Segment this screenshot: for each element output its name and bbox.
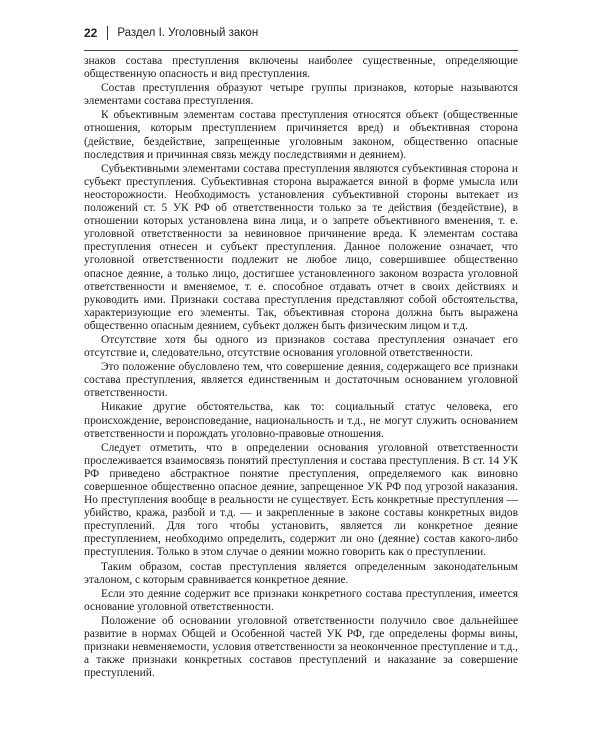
body-text <box>84 55 518 681</box>
page-number: 22 <box>84 26 98 40</box>
header-rule <box>84 50 518 51</box>
section-title: Раздел I. Уголовный закон <box>117 27 259 39</box>
paragraph: Если это деяние содержит все признаки конкретного состава преступления, имеется основание уголовной ответственности. <box>84 587 518 613</box>
paragraph: знаков состава преступления включены наиболее существенные, определяющие общественную опасность и вид преступления. <box>84 55 518 81</box>
paragraph: Состав преступления образуют четыре группы признаков, которые называются элементами состава преступления. <box>84 82 518 108</box>
paragraph: Отсутствие хотя бы одного из признаков состава преступления означает его отсутствие и, следовательно, отсутствие основания уголовной ответственности. <box>84 333 518 360</box>
paragraph: Это положение обусловлено тем, что совершение деяния, содержащего все признаки состава преступления, является единственным и достаточным основанием уголовной ответственности. <box>84 361 518 400</box>
paragraph: Субъективными элементами состава преступления являются субъективная сторона и субъект преступления. Субъективная сторона выражается виной в форме умысла или неосторожности. Необходимость установления субъективной стороны вытекает из положений ст. 5 УК РФ об ответственности только за те действия (бездействие), в отношении которых установлена вина лица, и о запрете объективного вменения, т. е. уголовной ответственности за невиновное причинение вреда. К элементам состава преступления отнесен и субъект преступления. Данное положение означает, что уголовной ответственности подлежит не любое лицо, совершившее общественно опасное деяние, а только лицо, достигшее установленного законом возраста уголовной ответственности и вменяемое, т. е. способное отдавать отчет в своих действиях и руководить ими. Признаки состава преступления представляют собой обстоятельства, характеризующие его элементы. Так, объективная сторона должна быть выражена общественно опасным деянием, субъект должен быть физическим лицом и т.д. <box>84 162 518 332</box>
header-separator <box>107 26 108 40</box>
paragraph: Таким образом, состав преступления является определенным законодательным эталоном, с которым сравнивается конкретное деяние. <box>84 560 518 586</box>
running-head <box>84 22 258 44</box>
paragraph: Следует отметить, что в определении основания уголовной ответственности прослеживается взаимосвязь понятий преступления и состава преступления. В ст. 14 УК РФ приведено абстрактное понятие преступления, определяемого как виновно совершенное общественно опасное деяние, запрещенное УК РФ под угрозой наказания. Но преступления вообще в реальности не существует. Есть конкретные преступления — убийство, кража, разбой и т.д. — и закрепленные в законе составы конкретных видов преступлений. Для того чтобы установить, является ли конкретное деяние преступлением, необходимо определить, содержит ли оно (деяние) состав какого-либо преступления. Только в этом случае о деянии можно говорить как о преступлении. <box>84 441 518 559</box>
paragraph: К объективным элементам состава преступления относятся объект (общественные отношения, которым преступлением причиняется вред) и объективная сторона (действие, бездействие, запрещенные уголовным законом, общественно опасные последствия и причинная связь между последствиями и деянием). <box>84 109 518 161</box>
paragraph: Никакие другие обстоятельства, как то: социальный статус человека, его происхождение, вероисповедание, национальность и т.д., не могут служить основанием ответственности и порождать уголовно-правовые отношения. <box>84 401 518 440</box>
paragraph: Положение об основании уголовной ответственности получило свое дальнейшее развитие в нормах Общей и Особенной частей УК РФ, где определены формы вины, признаки невменяемости, условия ответственности за неоконченное преступление и т.д., а также признаки конкретных составов преступлений и наказание за совершение преступлений. <box>84 614 518 680</box>
